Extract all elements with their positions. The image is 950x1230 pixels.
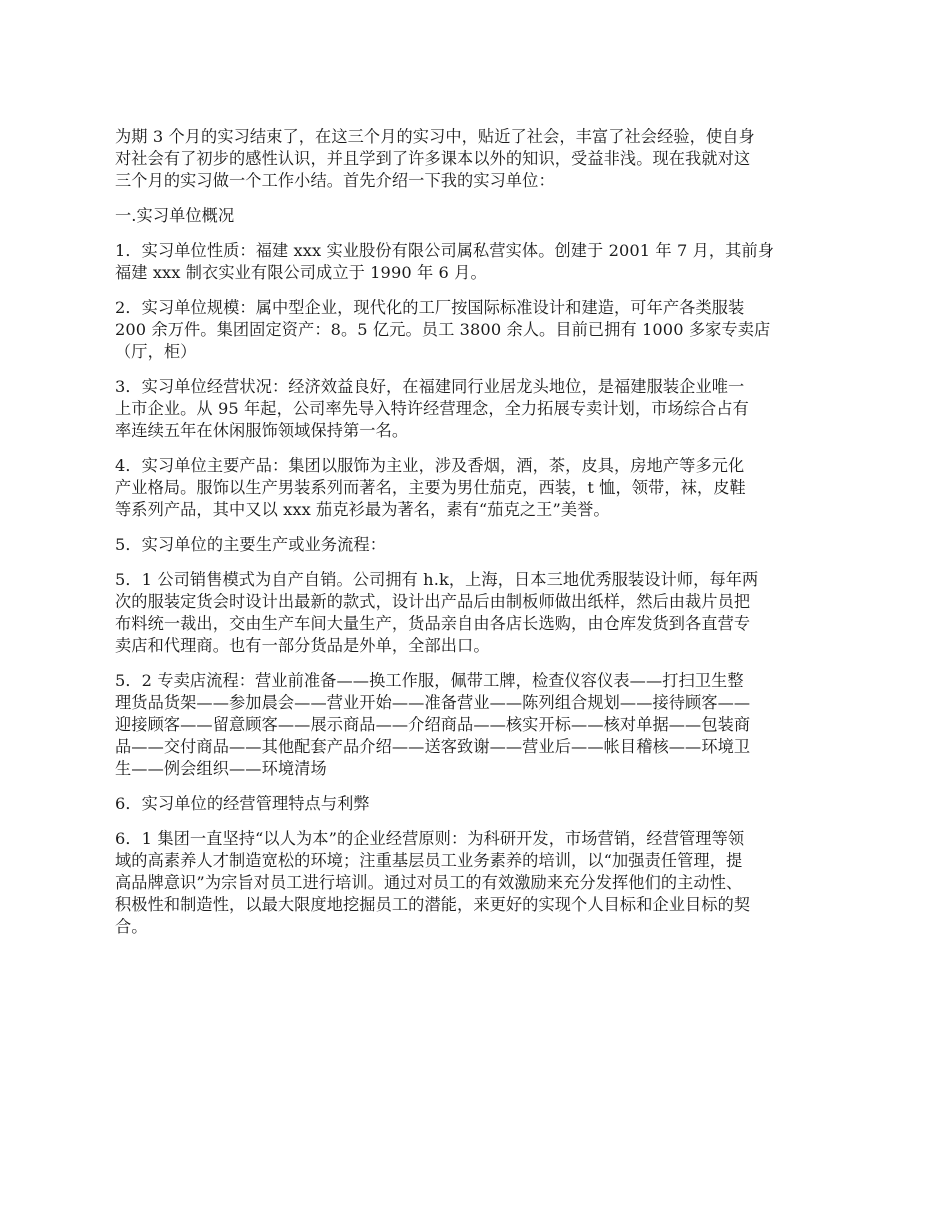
section-heading-overview xyxy=(115,205,837,227)
text-line: 产业格局。服饰以生产男装系列而著名，主要为男仕茄克，西装，t 恤，领带，袜，皮鞋 xyxy=(115,478,746,497)
text-line: 品——交付商品——其他配套产品介绍——送客致谢——营业后——帐目稽核——环境卫 xyxy=(115,737,751,756)
text-line: 生——例会组织——环境清场 xyxy=(115,759,327,778)
text-line: 上市企业。从 95 年起，公司率先导入特许经营理念，全力拓展专卖计划，市场综合占有 xyxy=(115,399,749,418)
text-line: 6．实习单位的经营管理特点与利弊 xyxy=(115,794,370,813)
text-line: 卖店和代理商。也有一部分货品是外单，全部出口。 xyxy=(115,636,490,655)
text-line: 6．1 集团一直坚持“以人为本”的企业经营原则：为科研开发，市场营销，经营管理等领 xyxy=(115,829,745,848)
paragraph-main-products xyxy=(115,455,837,521)
paragraph-operation-status xyxy=(115,376,837,442)
text-line: 等系列产品，其中又以 xxx 茄克衫最为著名，素有“茄克之王”美誉。 xyxy=(115,500,610,519)
text-line: 迎接顾客——留意顾客——展示商品——介绍商品——核实开标——核对单据——包装商 xyxy=(115,715,751,734)
text-line: 福建 xxx 制衣实业有限公司成立于 1990 年 6 月。 xyxy=(115,263,487,282)
text-line: 三个月的实习做一个工作小结。首先介绍一下我的实习单位： xyxy=(115,171,555,190)
text-line: 200 余万件。集团固定资产：8。5 亿元。员工 3800 余人。目前已拥有 1000 多家专卖店 xyxy=(115,320,771,339)
text-line: 1．实习单位性质：福建 xxx 实业股份有限公司属私营实体。创建于 2001 年 7 月，其前身 xyxy=(115,241,775,260)
text-line: 为期 3 个月的实习结束了，在这三个月的实习中，贴近了社会，丰富了社会经验，使自身 xyxy=(115,127,755,146)
paragraph-scale xyxy=(115,297,837,363)
text-line: 合。 xyxy=(115,917,148,936)
section-heading-management xyxy=(115,793,837,815)
text-line: 域的高素养人才制造宽松的环境；注重基层员工业务素养的培训，以“加强责任管理，提 xyxy=(115,851,743,870)
document-body xyxy=(115,126,837,951)
text-line: 5．2 专卖店流程：营业前准备——换工作服，佩带工牌，检查仪容仪表——打扫卫生整 xyxy=(115,671,744,690)
paragraph-intro xyxy=(115,126,837,192)
paragraph-sales-model xyxy=(115,569,837,657)
section-heading-process xyxy=(115,534,837,556)
paragraph-store-process xyxy=(115,670,837,780)
text-line: 一.实习单位概况 xyxy=(115,206,235,225)
text-line: 对社会有了初步的感性认识，并且学到了许多课本以外的知识，受益非浅。现在我就对这 xyxy=(115,149,751,168)
paragraph-management-principle xyxy=(115,828,837,938)
text-line: （厅，柜） xyxy=(115,342,197,361)
text-line: 高品牌意识”为宗旨对员工进行培训。通过对员工的有效激励来充分发挥他们的主动性、 xyxy=(115,873,743,892)
text-line: 2．实习单位规模：属中型企业，现代化的工厂按国际标准设计和建造，可年产各类服装 xyxy=(115,298,745,317)
text-line: 5．实习单位的主要生产或业务流程： xyxy=(115,535,386,554)
text-line: 布料统一裁出，交由生产车间大量生产，货品亲自由各店长选购，由仓库发货到各直营专 xyxy=(115,614,751,633)
text-line: 5．1 公司销售模式为自产自销。公司拥有 h.k，上海，日本三地优秀服装设计师，每年两 xyxy=(115,570,759,589)
text-line: 积极性和制造性，以最大限度地挖掘员工的潜能，来更好的实现个人目标和企业目标的契 xyxy=(115,895,751,914)
text-line: 率连续五年在休闲服饰领域保持第一名。 xyxy=(115,421,409,440)
text-line: 理货品货架——参加晨会——营业开始——准备营业——陈列组合规划——接待顾客—— xyxy=(115,693,751,712)
text-line: 3．实习单位经营状况：经济效益良好，在福建同行业居龙头地位，是福建服装企业唯一 xyxy=(115,377,745,396)
text-line: 次的服装定货会时设计出最新的款式，设计出产品后由制板师做出纸样，然后由裁片员把 xyxy=(115,592,751,611)
paragraph-nature xyxy=(115,240,837,284)
text-line: 4．实习单位主要产品：集团以服饰为主业，涉及香烟，酒，茶，皮具，房地产等多元化 xyxy=(115,456,745,475)
